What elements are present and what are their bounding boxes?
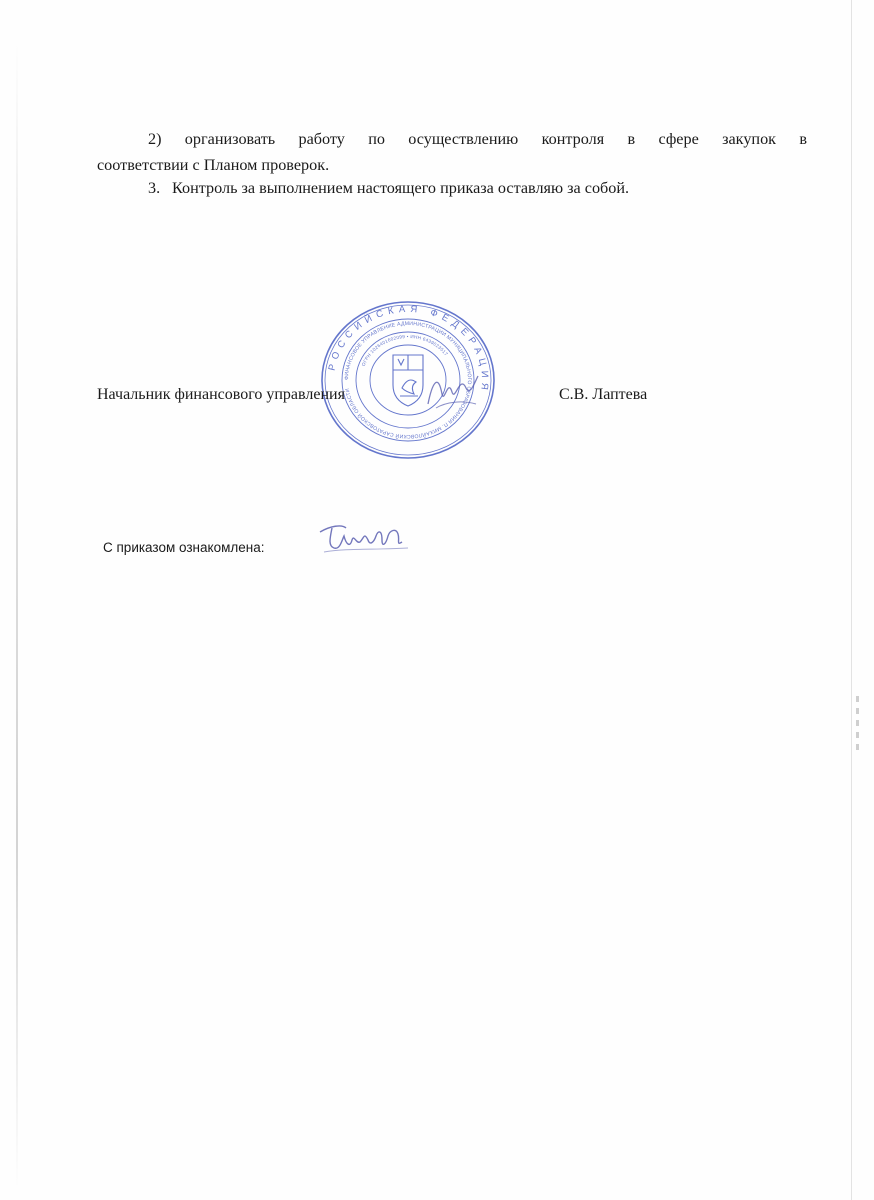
signatory-title: Начальник финансового управления — [97, 386, 345, 403]
coat-of-arms-icon — [393, 355, 423, 406]
seal-outer-text: РОССИЙСКАЯ ФЕДЕРАЦИЯ — [326, 303, 491, 396]
seal-ring-text: ФИНАНСОВОЕ УПРАВЛЕНИЕ АДМИНИСТРАЦИИ МУНИЦИПАЛЬНОГО ОБРАЗОВАНИЯ П. МИХАЙЛОВСКИЙ САРАТОВСКОЙ ОБЛАСТИ — [343, 320, 473, 440]
scan-edge-left — [16, 40, 18, 1190]
paragraph-3-text: Контроль за выполнением настоящего приказа оставляю за собой. — [172, 179, 630, 197]
paragraph-2-line-1: 2) организовать работу по осуществлению контроля в сфере закупок в — [148, 130, 807, 148]
paragraph-3-number: 3. — [148, 179, 161, 197]
signatory-name: С.В. Лаптева — [559, 386, 648, 403]
scan-edge-right — [851, 0, 852, 1200]
acknowledgement-label: С приказом ознакомлена: — [103, 540, 265, 555]
acknowledgement-signature — [316, 518, 416, 558]
paragraph-2-line-2: соответствии с Планом проверок. — [97, 156, 330, 174]
seal-inner-text: ОГРН 1026401602099 • ИНН 6439023517 — [360, 333, 449, 367]
scan-artifact-marks — [854, 690, 860, 780]
head-signature — [422, 364, 482, 414]
